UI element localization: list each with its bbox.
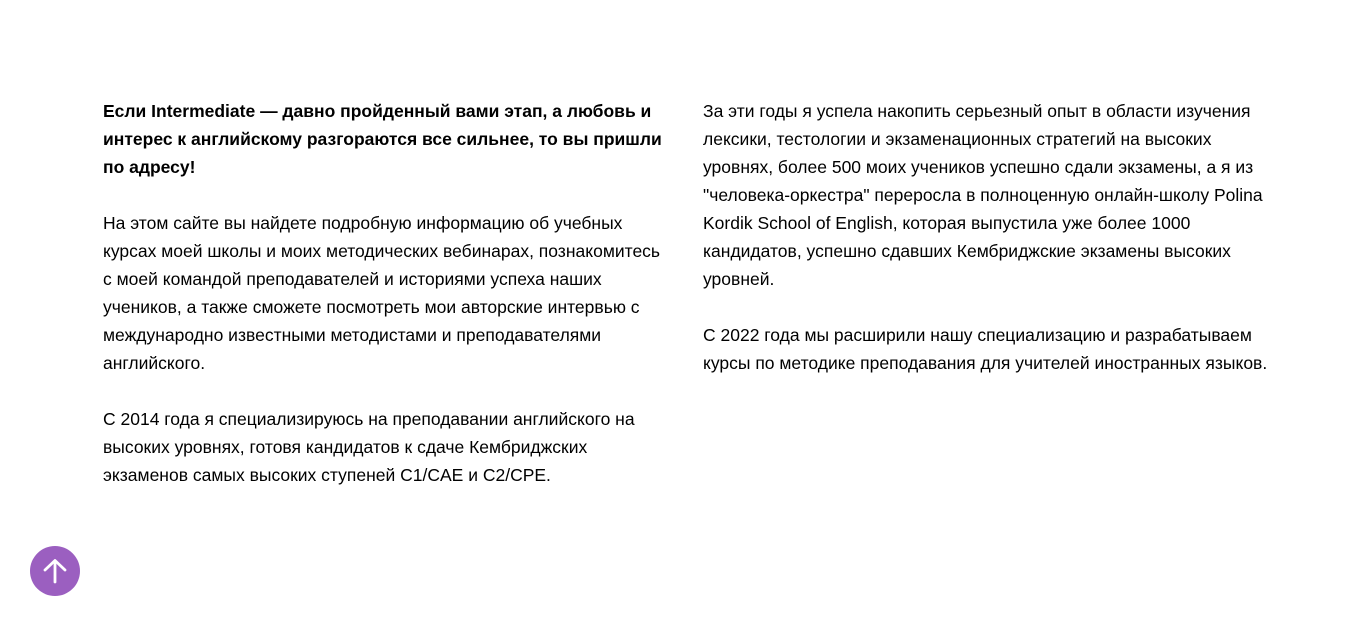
right-column: [703, 97, 1268, 517]
lead-paragraph: Если Intermediate — давно пройденный вами этап, а любовь и интерес к английскому разгораются все сильнее, то вы пришли по адресу!: [103, 101, 662, 177]
scroll-to-top-button[interactable]: [30, 546, 80, 596]
experience-paragraph: За эти годы я успела накопить серьезный опыт в области изучения лексики, тестологии и экзаменационных стратегий на высоких уровнях, более 500 моих учеников успешно сдали экзамены, а я из "человека-оркестра" переросла в полноценную онлайн-школу Polina Kordik School of English, которая выпустила уже более 1000 кандидатов, успешно сдавших Кембриджские экзамены высоких уровней.: [703, 101, 1263, 289]
left-column: [103, 97, 668, 517]
expansion-paragraph: С 2022 года мы расширили нашу специализацию и разрабатываем курсы по методике преподавания для учителей иностранных языков.: [703, 325, 1268, 373]
specialization-paragraph: С 2014 года я специализируюсь на преподавании английского на высоких уровнях, готовя кандидатов к сдаче Кембриджских экзаменов самых высоких ступеней C1/CAE и C2/CPE.: [103, 409, 635, 485]
about-section: [103, 97, 1268, 517]
arrow-up-icon: [41, 557, 69, 585]
intro-paragraph: На этом сайте вы найдете подробную информацию об учебных курсах моей школы и моих методических вебинарах, познакомитесь с моей командой преподавателей и историями успеха наших учеников, а также сможете посмотреть мои авторские интервью с международно известными методистами и преподавателями английского.: [103, 213, 661, 373]
